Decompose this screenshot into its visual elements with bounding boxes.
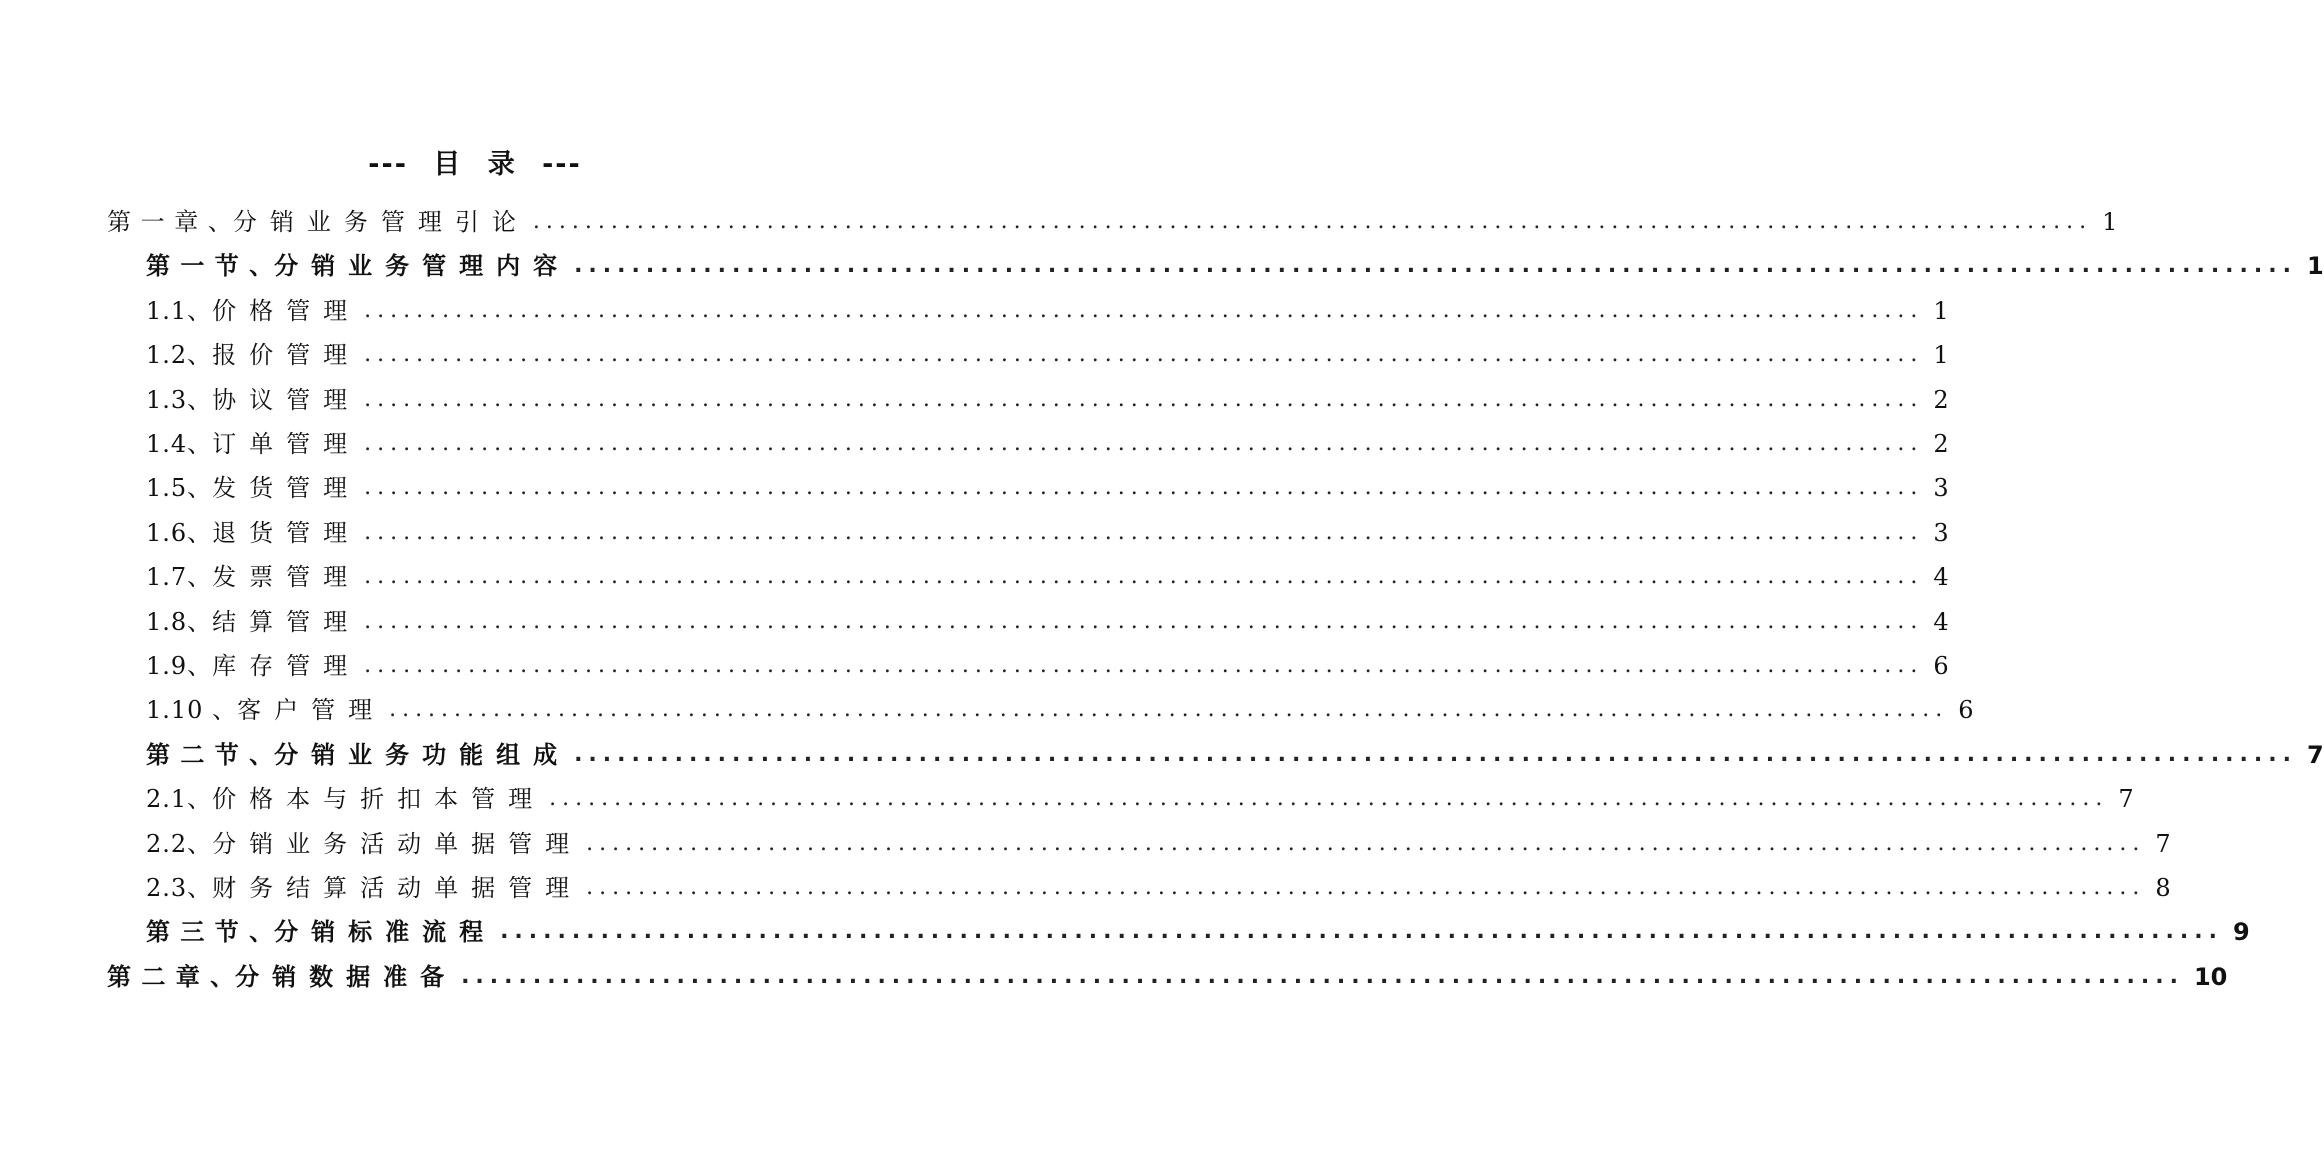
toc-entry[interactable] xyxy=(146,822,2171,866)
toc-entry[interactable] xyxy=(146,511,1949,555)
toc-entry-label: 协议管理 xyxy=(212,385,361,414)
toc-entry-page: 9 xyxy=(2232,918,2250,947)
toc-entry-number: 第 一 节 、 xyxy=(146,252,275,281)
toc-entry-label: 订单管理 xyxy=(212,430,361,458)
toc-leader-dots: ........................................................................................................................ xyxy=(364,519,1924,545)
toc-entry[interactable] xyxy=(146,644,1949,688)
toc-leader-dots: ........................................................................................................................ xyxy=(364,342,1924,368)
toc-entry-number: 1.4、 xyxy=(146,430,213,458)
toc-entry-page: 1 xyxy=(1933,296,1949,325)
toc-entry[interactable] xyxy=(146,910,2250,954)
toc-entry[interactable] xyxy=(146,866,2171,910)
toc-entry[interactable] xyxy=(107,955,2228,999)
toc-entry-number: 第 二 节 、 xyxy=(146,740,275,769)
toc-entry-label: 发票管理 xyxy=(212,563,361,592)
toc-entry-number: 1.10 、 xyxy=(146,696,238,725)
toc-entry[interactable] xyxy=(146,777,2134,821)
toc-entry-number: 2.2、 xyxy=(146,829,213,858)
toc-leader-dots: ........................................................................................................................ xyxy=(364,653,1924,678)
toc-leader-dots: ........................................................................................................................ xyxy=(549,786,2109,812)
toc-entry[interactable] xyxy=(146,289,1949,333)
toc-entry[interactable] xyxy=(146,244,2324,288)
toc-entry-page: 1 xyxy=(2102,208,2118,236)
toc-leader-dots: ........................................................................................................................ xyxy=(461,963,2184,989)
toc-title: --- 目 录 --- xyxy=(368,149,582,180)
toc-entry-label: 分销业务管理内容 xyxy=(274,252,571,281)
toc-leader-dots: ........................................................................................................................ xyxy=(586,875,2146,900)
toc-entry[interactable] xyxy=(146,466,1949,510)
toc-leader-dots: ........................................................................................................................ xyxy=(574,741,2297,767)
toc-entry-number: 1.9、 xyxy=(146,652,213,680)
toc-entry-label: 分销数据准备 xyxy=(235,962,458,991)
toc-entry-number: 1.3、 xyxy=(146,385,213,414)
toc-entry-page: 2 xyxy=(1933,430,1949,458)
toc-entry[interactable] xyxy=(146,422,1949,466)
toc-entry-label: 分销业务管理引论 xyxy=(232,208,529,236)
toc-entry-number: 第 一 章 、 xyxy=(107,208,233,236)
toc-entry-label: 财务结算活动单据管理 xyxy=(212,874,583,902)
toc-entry[interactable] xyxy=(146,733,2324,777)
toc-entry-page: 3 xyxy=(1933,518,1949,547)
toc-entry-number: 第 二 章 、 xyxy=(107,962,236,991)
toc-entry-number: 1.1、 xyxy=(146,296,213,325)
toc-entry[interactable] xyxy=(146,600,1949,644)
toc-entry-number: 1.6、 xyxy=(146,518,213,547)
toc-entry-page: 4 xyxy=(1933,563,1949,592)
toc-entry-label: 分销业务活动单据管理 xyxy=(212,829,583,858)
toc-entry-label: 发货管理 xyxy=(212,474,361,503)
toc-entry-label: 价格本与折扣本管理 xyxy=(212,785,546,814)
toc-leader-dots: ........................................................................................................................ xyxy=(364,475,1924,501)
toc-entry[interactable] xyxy=(146,333,1949,377)
toc-entry-number: 1.2、 xyxy=(146,341,213,370)
toc-leader-dots: ........................................................................................................................ xyxy=(364,608,1924,634)
toc-entry-number: 第 三 节 、 xyxy=(146,918,275,947)
toc-entry[interactable] xyxy=(146,688,1974,732)
toc-leader-dots: ........................................................................................................................ xyxy=(574,253,2297,279)
toc-leader-dots: ........................................................................................................................ xyxy=(500,919,2223,945)
toc-entry-number: 1.7、 xyxy=(146,563,213,592)
toc-entry-label: 退货管理 xyxy=(212,518,361,547)
toc-entry-label: 客户管理 xyxy=(237,696,386,725)
toc-entry-page: 7 xyxy=(2306,740,2324,769)
toc-entry-page: 8 xyxy=(2155,874,2171,902)
toc-entry-label: 报价管理 xyxy=(212,341,361,370)
toc-leader-dots: ........................................................................................................................ xyxy=(364,386,1924,412)
toc-entry-page: 3 xyxy=(1933,474,1949,503)
toc-leader-dots: ........................................................................................................................ xyxy=(364,297,1924,323)
toc-entry[interactable] xyxy=(146,555,1949,599)
toc-leader-dots: ........................................................................................................................ xyxy=(532,209,2093,234)
toc-entry-page: 4 xyxy=(1933,607,1949,636)
toc-entry-number: 1.5、 xyxy=(146,474,213,503)
toc-entry-number: 1.8、 xyxy=(146,607,213,636)
toc-entry-page: 7 xyxy=(2118,785,2134,814)
toc-leader-dots: ........................................................................................................................ xyxy=(389,697,1949,723)
toc-entry-page: 6 xyxy=(1958,696,1974,725)
toc-entry-number: 2.1、 xyxy=(146,785,213,814)
toc-entry[interactable] xyxy=(107,200,2118,244)
toc-entry-page: 6 xyxy=(1933,652,1949,680)
toc-entry-label: 结算管理 xyxy=(212,607,361,636)
toc-entry-page: 1 xyxy=(2306,252,2324,281)
toc-entry-label: 价格管理 xyxy=(212,296,361,325)
toc-entry-number: 2.3、 xyxy=(146,874,213,902)
toc-entry-label: 分销业务功能组成 xyxy=(274,740,571,769)
toc-entry[interactable] xyxy=(146,378,1949,422)
toc-leader-dots: ........................................................................................................................ xyxy=(364,431,1924,456)
toc-entry-label: 库存管理 xyxy=(212,652,361,680)
toc-entry-label: 分销标准流程 xyxy=(274,918,497,947)
toc-entry-page: 2 xyxy=(1933,385,1949,414)
toc-leader-dots: ........................................................................................................................ xyxy=(586,830,2146,856)
toc-entry-page: 7 xyxy=(2155,829,2171,858)
toc-entry-page: 10 xyxy=(2193,962,2228,991)
toc-leader-dots: ........................................................................................................................ xyxy=(364,564,1924,590)
toc-entry-page: 1 xyxy=(1933,341,1949,370)
